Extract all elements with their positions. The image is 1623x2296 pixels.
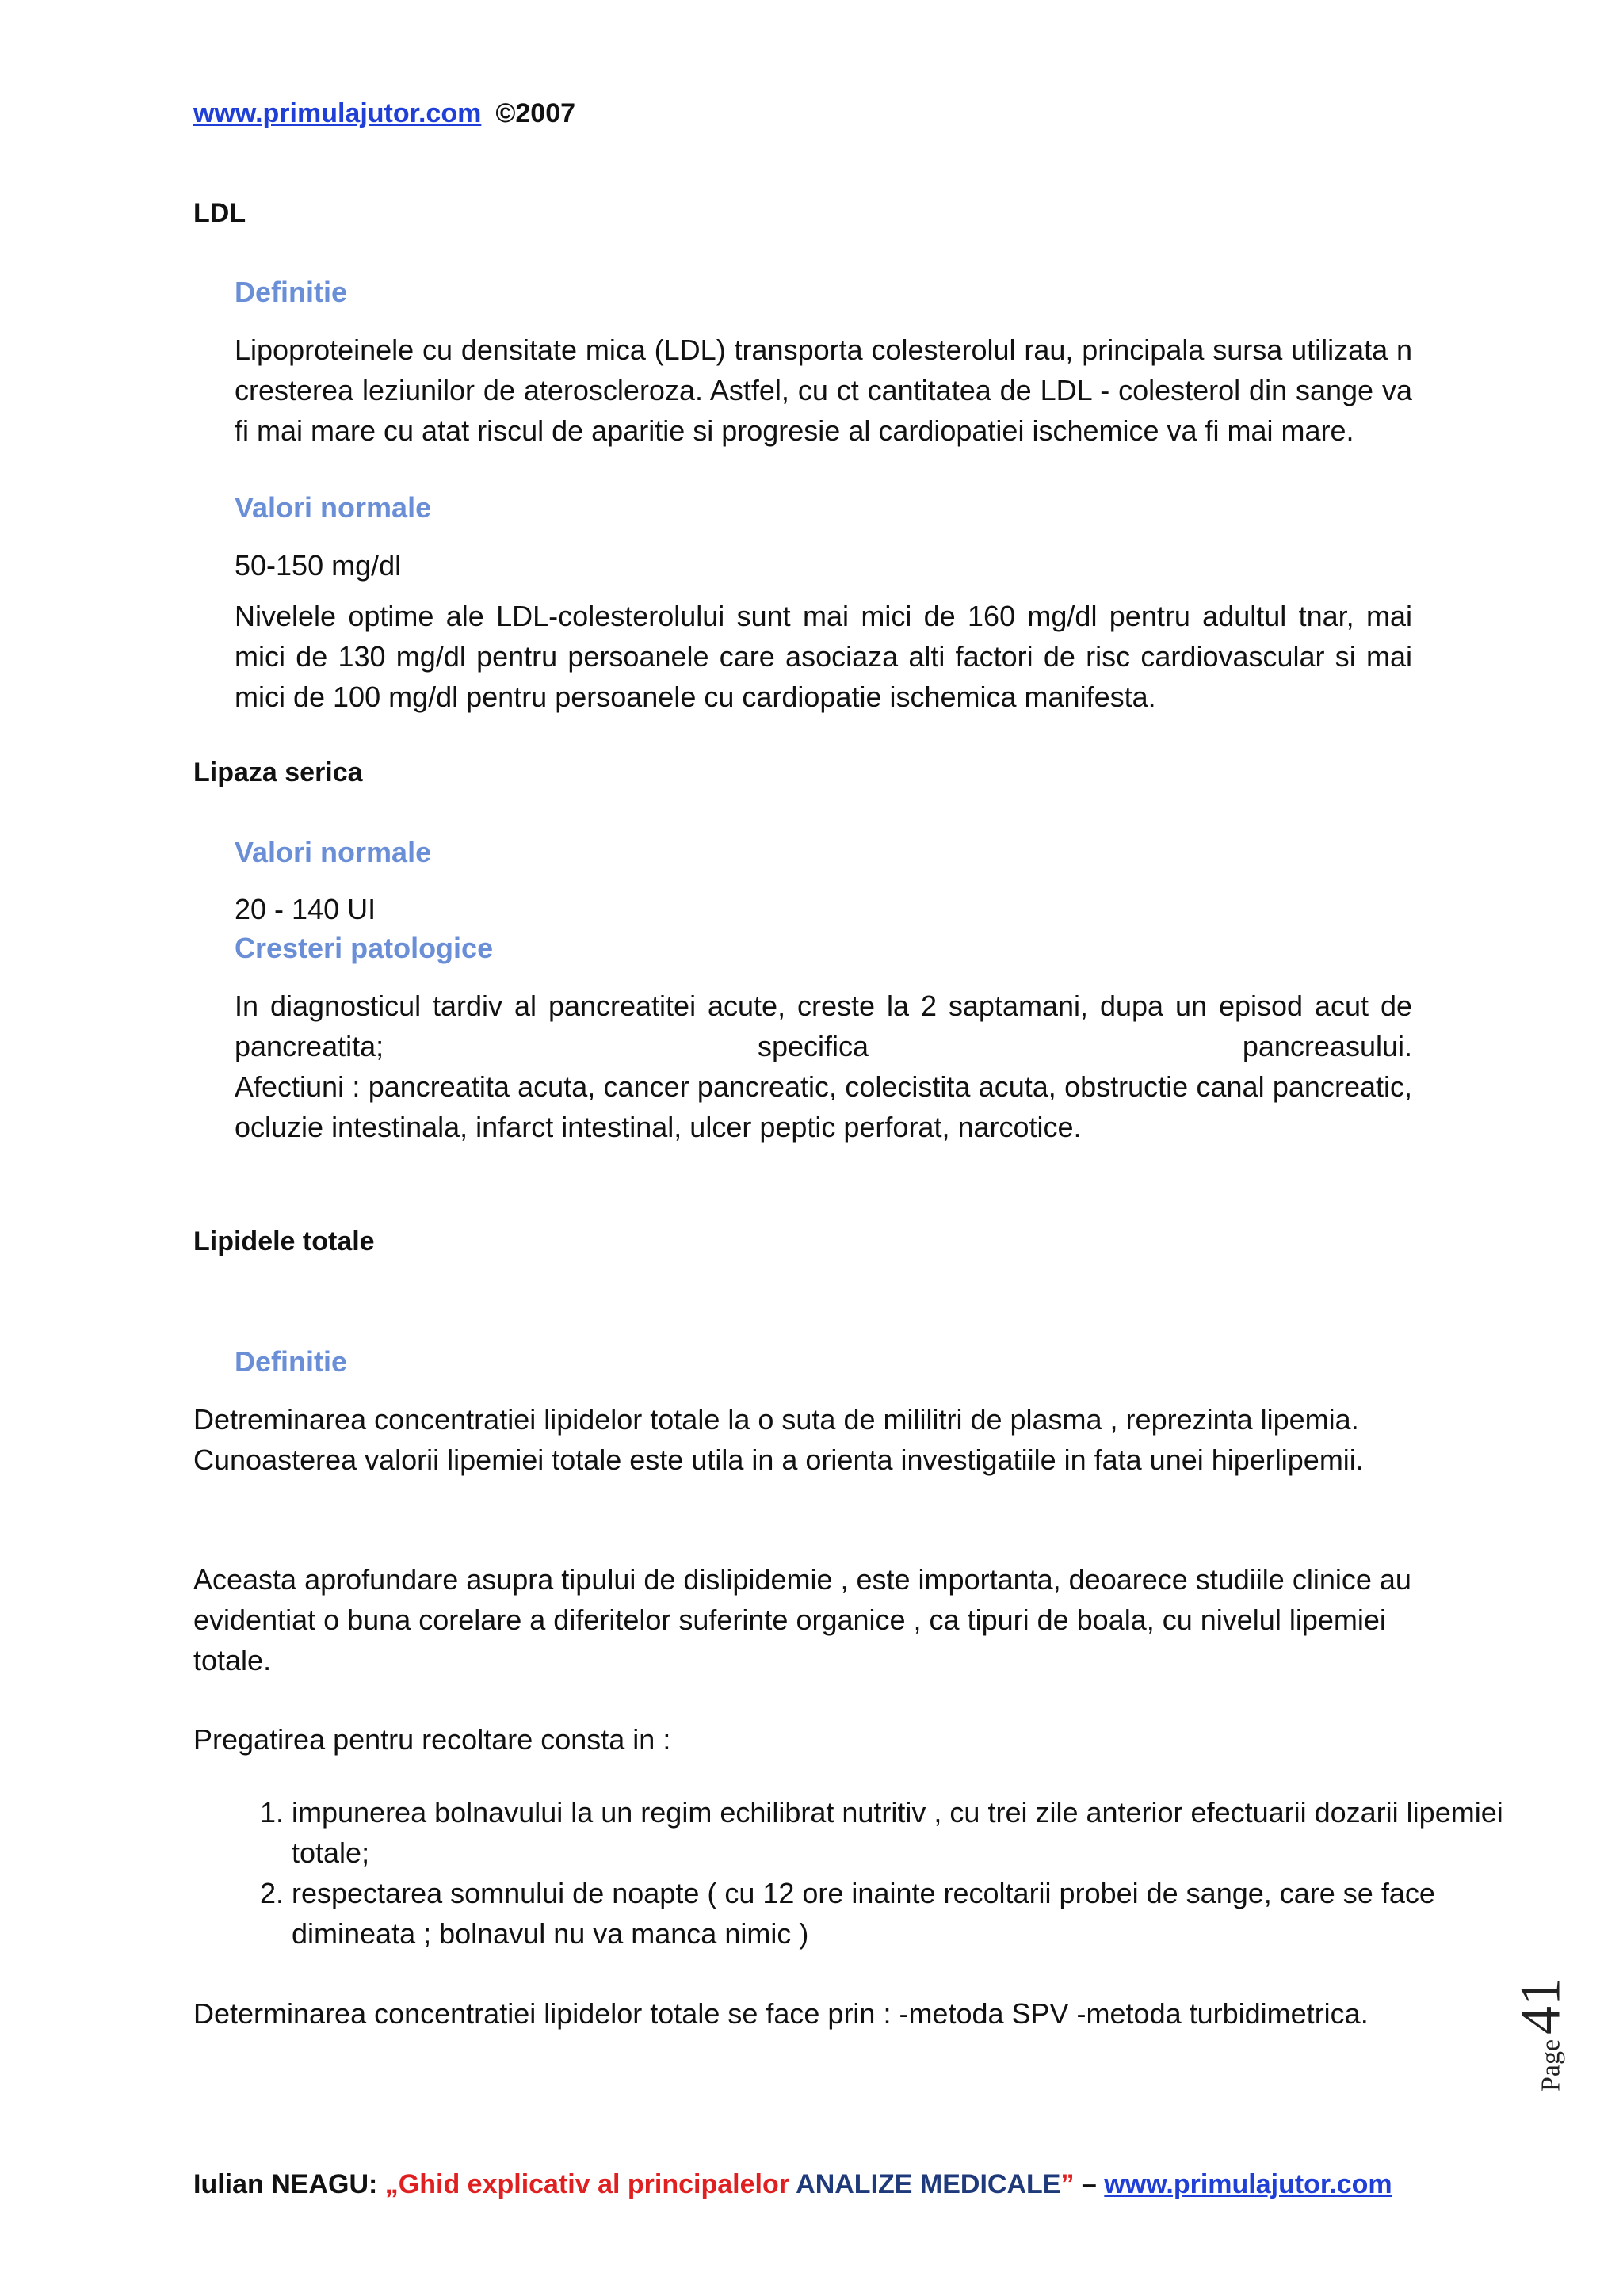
footer-site-link[interactable]: www.primulajutor.com: [1104, 2169, 1392, 2199]
ldl-normal-values-heading: Valori normale: [235, 491, 432, 524]
section-title-ldl: LDL: [193, 198, 246, 228]
ldl-optimal-text: Nivelele optime ale LDL-colesterolului sunt mai mici de 160 mg/dl pentru adultul tnar, mai mici de 130 mg/dl pentru persoanele care asociaza alti factori de risc cardiovascular si mai mici de 100 mg/dl pentru persoanele cu cardiopatie ischemica manifesta.: [235, 600, 1412, 713]
page-number-value: 41: [1508, 1977, 1572, 2035]
footer-title-red: Ghid explicativ al principalelor: [398, 2169, 789, 2199]
section-title-lipaza: Lipaza serica: [193, 757, 363, 788]
ldl-normal-value: 50-150 mg/dl: [235, 549, 402, 582]
list-item: 1. impunerea bolnavului la un regim echilibrat nutritiv , cu trei zile anterior efectuarii dozarii lipemiei totale;: [292, 1792, 1544, 1873]
lipide-paragraph-2: Aceasta aprofundare asupra tipului de dislipidemie , este importanta, deoarece studiile clinice au evidentiat o buna corelare a diferitelor suferinte organice , ca tipuri de boala, cu nivelul lipemiei totale.: [193, 1563, 1411, 1676]
preparation-steps-list: [193, 1792, 1544, 1954]
lipide-definition-heading: Definitie: [235, 1345, 348, 1378]
footer-author: Iulian NEAGU:: [193, 2169, 378, 2199]
lipide-paragraph-3: Pregatirea pentru recoltare consta in :: [193, 1723, 671, 1756]
page-number-label: Page: [1536, 2039, 1566, 2092]
page-number: [1509, 1971, 1572, 2098]
lipide-paragraph-1: Detreminarea concentratiei lipidelor totale la o suta de mililitri de plasma , reprezinta lipemia. Cunoasterea valorii lipemiei totale este utila in a orienta investigatiile in fata unei hiperlipemii.: [193, 1403, 1364, 1476]
lipide-paragraph-4: Determinarea concentratiei lipidelor totale se face prin : -metoda SPV -metoda turbidimetrica.: [193, 1997, 1369, 2030]
ldl-definition-text: Lipoproteinele cu densitate mica (LDL) transporta colesterolul rau, principala sursa utilizata n cresterea leziunilor de ateroscleroza. Astfel, cu ct cantitatea de LDL - colesterol din sange va fi mai mare cu atat riscul de aparitie si progresie al cardiopatiei ischemice va fi mai mare.: [235, 334, 1412, 447]
footer-dash: –: [1081, 2169, 1097, 2199]
list-item: 2. respectarea somnului de noapte ( cu 12 ore inainte recoltarii probei de sange, care se face dimineata ; bolnavul nu va manca nimic ): [292, 1873, 1544, 1954]
header-copyright: ©2007: [495, 98, 576, 128]
lipaza-pathologic-heading: Cresteri patologice: [235, 932, 494, 964]
lipaza-pathologic-text-1: In diagnosticul tardiv al pancreatitei acute, creste la 2 saptamani, dupa un episod acut de pancreatita; specifica pancreasului.: [235, 990, 1412, 1062]
footer-open-quote: „: [384, 2169, 399, 2199]
page-header: [193, 98, 575, 129]
lipaza-pathologic-text-2: Afectiuni : pancreatita acuta, cancer pancreatic, colecistita acuta, obstructie canal pancreatic, ocluzie intestinala, infarct intestinal, ulcer peptic perforat, narcotice.: [235, 1070, 1412, 1143]
ldl-definition-heading: Definitie: [235, 276, 348, 308]
header-site-link[interactable]: www.primulajutor.com: [193, 98, 482, 128]
lipaza-normal-value: 20 - 140 UI: [235, 893, 376, 925]
page-footer: [193, 2169, 1392, 2200]
lipaza-normal-values-heading: Valori normale: [235, 836, 432, 868]
section-title-lipide: Lipidele totale: [193, 1226, 375, 1257]
footer-close-quote: ”: [1060, 2169, 1075, 2199]
footer-title-blue: ANALIZE MEDICALE: [796, 2169, 1061, 2199]
